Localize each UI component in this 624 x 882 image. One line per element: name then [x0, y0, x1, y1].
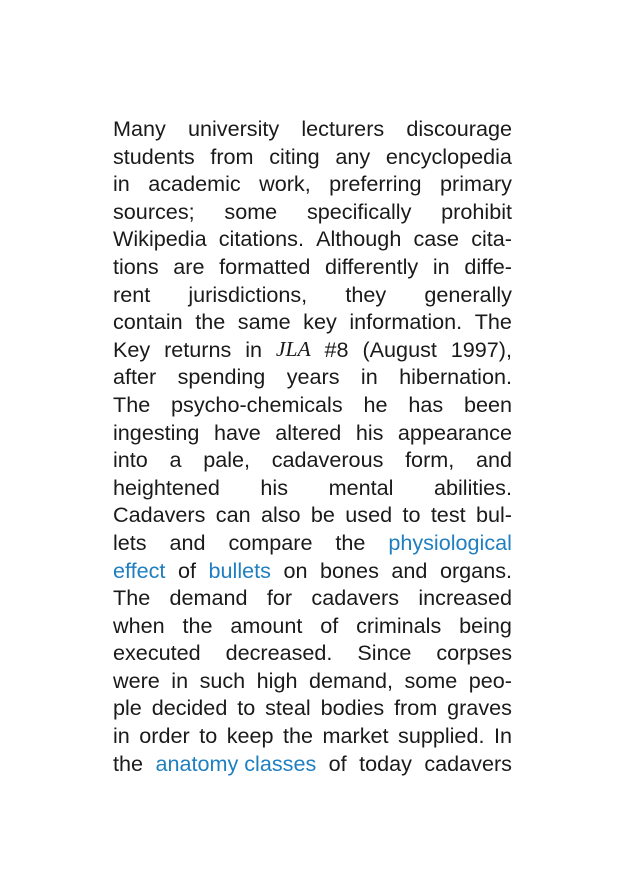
word: citations.	[218, 226, 304, 252]
word: Although	[316, 226, 402, 252]
word: The	[113, 391, 151, 417]
hyperlink[interactable]: anatomy classes	[155, 750, 317, 776]
hyperlink[interactable]: physiological	[388, 529, 512, 555]
word: in	[432, 253, 450, 279]
word: formatted	[219, 253, 311, 279]
text-line	[113, 501, 512, 529]
text-line	[113, 612, 512, 640]
text-line	[113, 750, 512, 778]
word: academic	[148, 171, 241, 197]
word: the	[283, 723, 314, 749]
word: bodies	[320, 695, 385, 721]
word: primary	[440, 171, 512, 197]
word: have	[213, 419, 261, 445]
word: generally	[424, 281, 512, 307]
word: steal	[265, 695, 311, 721]
word: the	[113, 750, 144, 776]
word: to	[199, 723, 218, 749]
word: in	[360, 364, 378, 390]
word: (August	[362, 336, 437, 362]
word: for	[266, 585, 293, 611]
text-line	[113, 143, 512, 171]
word: cadavers	[424, 750, 512, 776]
word: heightened	[113, 474, 220, 500]
word: be	[310, 502, 335, 528]
word: work,	[259, 171, 311, 197]
word: some	[404, 667, 458, 693]
word: used	[345, 502, 393, 528]
text-line	[113, 281, 512, 309]
word: students	[113, 143, 195, 169]
word: The	[474, 309, 512, 335]
word: organs.	[439, 557, 512, 583]
text-line	[113, 446, 512, 474]
word: specifically	[306, 198, 412, 224]
word: some	[224, 198, 278, 224]
word: lecturers	[301, 116, 385, 141]
word: cadavers	[311, 585, 400, 611]
word: the	[182, 612, 213, 638]
word: peo-	[468, 667, 512, 693]
text-line	[113, 557, 512, 585]
word: diffe-	[464, 253, 512, 279]
word: also	[260, 502, 301, 528]
word: criminals	[356, 612, 442, 638]
text-line	[113, 170, 512, 198]
word: form,	[405, 447, 455, 473]
word: the	[195, 309, 226, 335]
italic-word: JLA	[275, 336, 311, 361]
word: amount	[230, 612, 303, 638]
word: years	[286, 364, 340, 390]
word: same	[237, 309, 291, 335]
word: keep	[226, 723, 274, 749]
word: cadaverous	[271, 447, 384, 473]
word: mental	[328, 474, 394, 500]
word: compare	[228, 529, 313, 555]
word: today	[359, 750, 412, 776]
word: demand	[169, 585, 248, 611]
hyperlink[interactable]: bullets	[208, 557, 271, 583]
word: in	[113, 171, 130, 197]
word: high	[256, 667, 298, 693]
word: Wikipedia	[113, 226, 207, 252]
text-line	[113, 115, 512, 143]
word: In	[493, 723, 512, 749]
text-line	[113, 667, 512, 695]
word: market	[322, 723, 389, 749]
text-line	[113, 584, 512, 612]
word: they	[345, 281, 387, 307]
word: in	[245, 336, 262, 362]
word: can	[215, 502, 251, 528]
word: ingesting	[113, 419, 200, 445]
word: from	[210, 143, 254, 169]
word: increased	[418, 585, 512, 611]
word: are	[173, 253, 205, 279]
word: been	[463, 391, 512, 417]
word: case	[413, 226, 460, 252]
word: and	[169, 529, 206, 555]
word: and	[475, 447, 512, 473]
word: corpses	[436, 640, 512, 666]
word: differently	[324, 253, 419, 279]
word: executed	[113, 640, 201, 666]
word: rent	[113, 281, 151, 307]
word: sources;	[113, 198, 195, 224]
word: pale,	[203, 447, 251, 473]
text-line	[113, 198, 512, 226]
word: of	[320, 612, 339, 638]
word: preferring	[329, 171, 422, 197]
word: 1997),	[450, 336, 512, 362]
word: The	[113, 585, 151, 611]
word: being	[459, 612, 512, 638]
word: bul-	[475, 502, 512, 528]
word: decreased.	[225, 640, 333, 666]
word: test	[430, 502, 466, 528]
text-line	[113, 694, 512, 722]
word: hibernation.	[399, 364, 512, 390]
word: key	[303, 309, 337, 335]
word: order	[139, 723, 190, 749]
word: contain	[113, 309, 183, 335]
word: appearance	[397, 419, 512, 445]
word: encyclopedia	[385, 143, 512, 169]
text-line	[113, 253, 512, 281]
word: demand,	[308, 667, 393, 693]
word: he	[363, 391, 388, 417]
word: ple	[113, 695, 142, 721]
text-line	[113, 363, 512, 391]
word: to	[402, 502, 421, 528]
text-line	[113, 391, 512, 419]
text-line	[113, 336, 512, 364]
word: his	[355, 419, 384, 445]
word: decided	[151, 695, 228, 721]
word: and	[391, 557, 428, 583]
word: into	[113, 447, 148, 473]
word: in	[113, 723, 130, 749]
word: supplied.	[398, 723, 485, 749]
word: were	[113, 667, 160, 693]
word: spending	[177, 364, 266, 390]
word: information.	[349, 309, 463, 335]
word: of	[328, 750, 347, 776]
word: psycho-chemicals	[171, 391, 343, 417]
word: #8	[324, 336, 349, 362]
text-line	[113, 474, 512, 502]
word: graves	[447, 695, 512, 721]
hyperlink[interactable]: effect	[113, 557, 166, 583]
word: in	[171, 667, 189, 693]
word: prohibit	[441, 198, 512, 224]
text-line	[113, 529, 512, 557]
word: on	[283, 557, 308, 583]
word: any	[335, 143, 371, 169]
word: his	[260, 474, 289, 500]
word: returns	[164, 336, 232, 362]
word: when	[113, 612, 165, 638]
word: Key	[113, 336, 151, 362]
word: Cadavers	[113, 502, 206, 528]
text-line	[113, 639, 512, 667]
word: Many	[113, 116, 166, 141]
word: altered	[275, 419, 342, 445]
body-paragraph	[113, 115, 512, 777]
word: has	[408, 391, 444, 417]
word: discourage	[406, 116, 512, 141]
word: the	[335, 529, 366, 555]
word: lets	[113, 529, 147, 555]
word: Since	[357, 640, 412, 666]
word: after	[113, 364, 157, 390]
word: university	[187, 116, 280, 141]
word: from	[394, 695, 438, 721]
word: such	[199, 667, 246, 693]
text-line	[113, 722, 512, 750]
word: tions	[113, 253, 159, 279]
word: abilities.	[433, 474, 512, 500]
text-line	[113, 308, 512, 336]
word: citing	[269, 143, 320, 169]
text-line	[113, 419, 512, 447]
word: to	[237, 695, 256, 721]
text-line	[113, 225, 512, 253]
word: cita-	[471, 226, 512, 252]
word: a	[169, 447, 182, 473]
word: of	[177, 557, 196, 583]
word: bones	[320, 557, 379, 583]
word: jurisdictions,	[188, 281, 308, 307]
